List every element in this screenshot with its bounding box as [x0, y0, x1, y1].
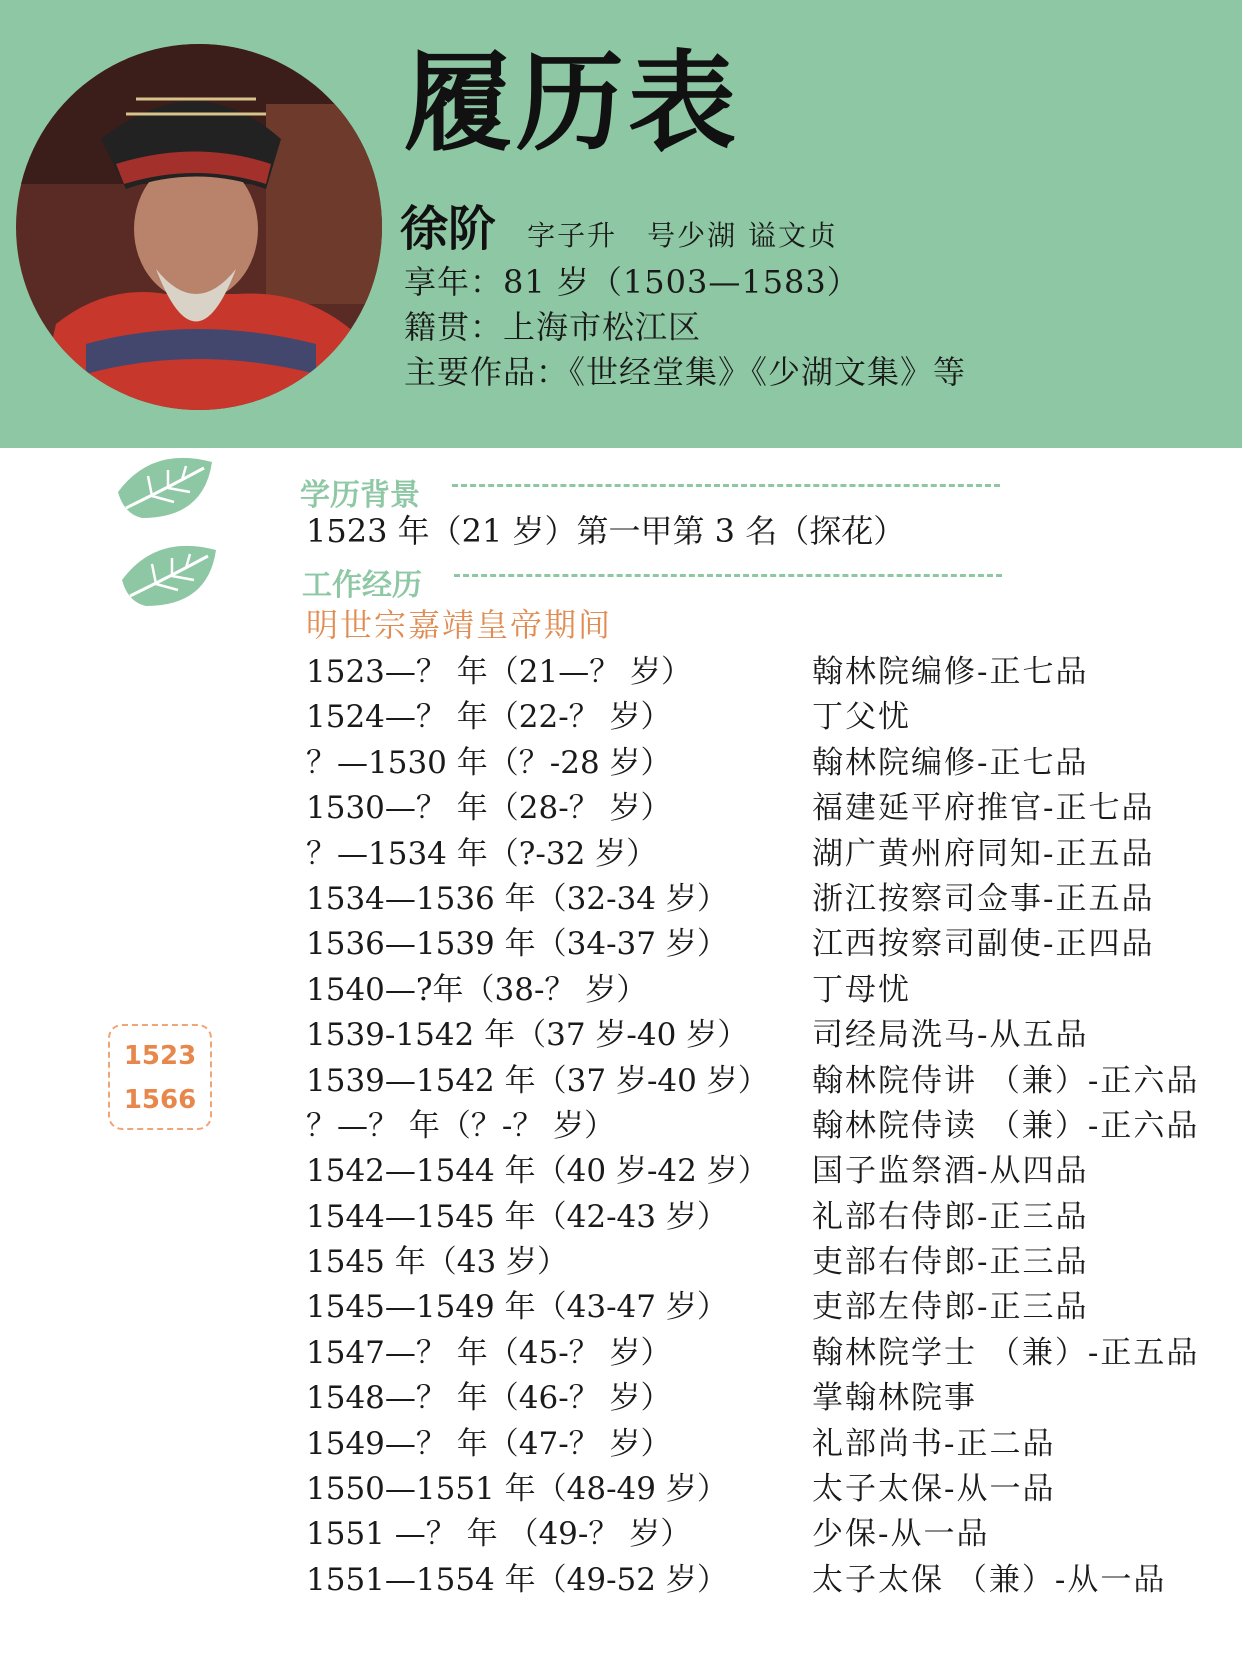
- entry-post: 翰林院编修-正七品: [812, 744, 1089, 781]
- entry-post: 浙江按察司佥事-正五品: [812, 880, 1155, 917]
- entry-post: 湖广黄州府同知-正五品: [812, 835, 1155, 872]
- entry-period: 1549—？ 年（47-？ 岁）: [306, 1425, 672, 1462]
- list-item: [306, 691, 1206, 736]
- entry-period: 1544—1545 年（42-43 岁）: [306, 1198, 728, 1235]
- entry-period: 1550—1551 年（48-49 岁）: [306, 1471, 728, 1508]
- entry-post: 福建延平府推官-正七品: [812, 790, 1155, 827]
- portrait-photo: [16, 44, 382, 410]
- entry-period: 1545 年（43 岁）: [306, 1244, 569, 1281]
- entry-post: 礼部尚书-正二品: [812, 1425, 1056, 1462]
- entry-period: 1539-1542 年（37 岁-40 岁）: [306, 1017, 749, 1054]
- list-item: [306, 1145, 1206, 1190]
- entry-post: 翰林院侍讲 （兼）-正六品: [812, 1062, 1200, 1099]
- entry-post: 江西按察司副使-正四品: [812, 926, 1155, 963]
- list-item: [306, 1236, 1206, 1281]
- entry-period: 1539—1542 年（37 岁-40 岁）: [306, 1062, 769, 1099]
- person-alias: 字子升 号少湖 谥文贞: [527, 219, 839, 252]
- list-item: [306, 1327, 1206, 1372]
- list-item: [306, 1418, 1206, 1463]
- list-item: [306, 918, 1206, 963]
- section-divider: [452, 484, 1000, 487]
- section-divider: [454, 574, 1002, 577]
- entry-period: 1534—1536 年（32-34 岁）: [306, 880, 728, 917]
- entry-period: ？—1534 年（?-32 岁）: [306, 835, 658, 872]
- era-heading: 明世宗嘉靖皇帝期间: [306, 606, 613, 644]
- entry-post: 丁父忧: [812, 699, 911, 736]
- entry-period: 1551—1554 年（49-52 岁）: [306, 1561, 728, 1598]
- entry-post: 翰林院编修-正七品: [812, 654, 1089, 690]
- entry-period: ？—1530 年（？-28 岁）: [306, 744, 672, 781]
- entry-period: 1540—?年（38-？ 岁）: [306, 971, 648, 1008]
- work-label: 工作经历: [302, 568, 422, 603]
- entry-period: 1523—？ 年（21—？ 岁）: [306, 654, 693, 690]
- entry-post: 丁母忧: [812, 971, 911, 1008]
- entry-period: 1551 —？ 年 （49-？ 岁）: [306, 1516, 692, 1553]
- list-item: [306, 873, 1206, 918]
- person-name: 徐阶: [400, 201, 497, 257]
- entry-post: 翰林院侍读 （兼）-正六品: [812, 1107, 1200, 1144]
- entry-period: 1542—1544 年（40 岁-42 岁）: [306, 1153, 769, 1190]
- list-item: [306, 737, 1206, 782]
- list-item: [306, 1463, 1206, 1508]
- entry-post: 国子监祭酒-从四品: [812, 1153, 1089, 1190]
- entry-post: 礼部右侍郎-正三品: [812, 1198, 1089, 1235]
- entry-post: 掌翰林院事: [812, 1380, 977, 1417]
- badge-end-year: 1566: [123, 1085, 197, 1115]
- entry-post: 司经局洗马-从五品: [812, 1017, 1089, 1054]
- entry-post: 太子太保 （兼）-从一品: [812, 1561, 1167, 1598]
- list-item: [306, 1055, 1206, 1100]
- list-item: [306, 1281, 1206, 1326]
- education-label: 学历背景: [300, 478, 420, 513]
- list-item: [306, 646, 1206, 691]
- name-row: [400, 190, 838, 259]
- entry-period: 1547—？ 年（45-？ 岁）: [306, 1334, 672, 1371]
- entry-period: 1524—？ 年（22-？ 岁）: [306, 699, 672, 736]
- page-title: 履历表: [404, 41, 741, 166]
- leaf-icon: [112, 452, 220, 524]
- entry-period: 1548—？ 年（46-？ 岁）: [306, 1380, 672, 1417]
- list-item: [306, 1100, 1206, 1145]
- entry-post: 少保-从一品: [812, 1516, 990, 1553]
- hometown-text: 籍贯：上海市松江区: [404, 308, 702, 346]
- entry-period: 1545—1549 年（43-47 岁）: [306, 1289, 728, 1326]
- education-text: 1523 年（21 岁）第一甲第 3 名（探花）: [306, 512, 906, 550]
- list-item: [306, 964, 1206, 1009]
- badge-start-year: 1523: [123, 1041, 197, 1071]
- list-item: [306, 1372, 1206, 1417]
- header-banner: [0, 0, 1242, 448]
- entry-post: 翰林院学士 （兼）-正五品: [812, 1334, 1200, 1371]
- list-item: [306, 1191, 1206, 1236]
- works-text: 主要作品：《世经堂集》《少湖文集》等: [404, 353, 967, 391]
- leaf-icon: [116, 540, 224, 612]
- entry-period: 1536—1539 年（34-37 岁）: [306, 926, 728, 963]
- list-item: [306, 828, 1206, 873]
- list-item: [306, 1508, 1206, 1553]
- entry-period: ？—？ 年（？-？ 岁）: [306, 1107, 616, 1144]
- years-badge: [108, 1024, 212, 1130]
- lifespan-text: 享年：81 岁（1503—1583）: [404, 263, 860, 301]
- entry-period: 1530—？ 年（28-？ 岁）: [306, 790, 672, 827]
- entry-post: 吏部右侍郎-正三品: [812, 1244, 1089, 1281]
- list-item: [306, 782, 1206, 827]
- entry-post: 太子太保-从一品: [812, 1471, 1056, 1508]
- list-item: [306, 1009, 1206, 1054]
- list-item: [306, 1554, 1206, 1599]
- entry-post: 吏部左侍郎-正三品: [812, 1289, 1089, 1326]
- work-history-list: [306, 646, 1206, 1599]
